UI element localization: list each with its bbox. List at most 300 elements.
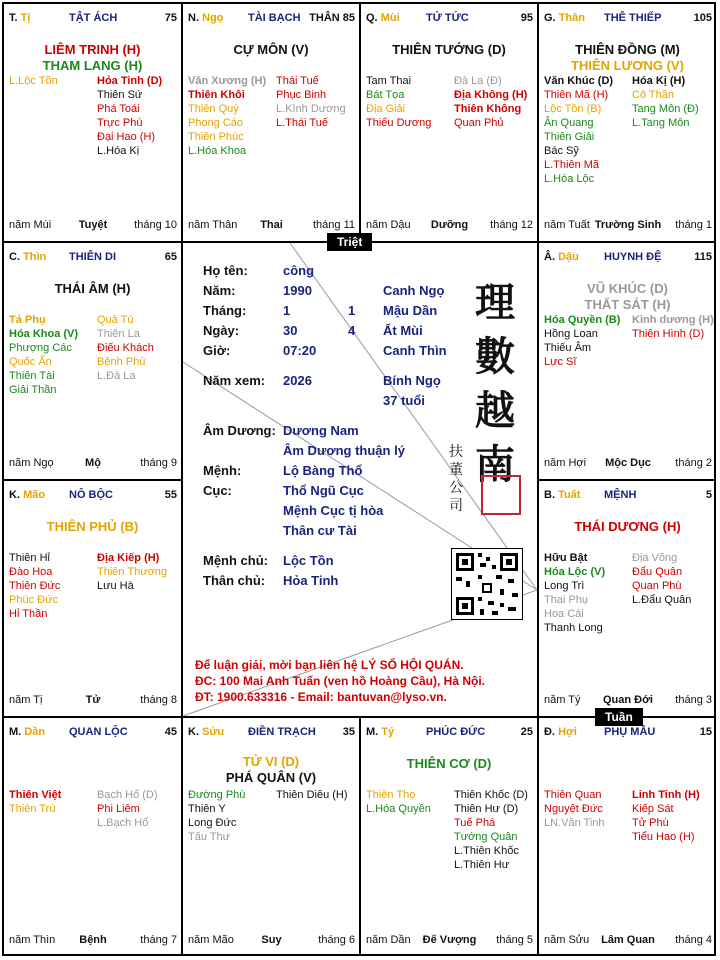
month-label: tháng 6 xyxy=(318,934,355,946)
minor-star: Thiên Giải xyxy=(544,131,595,143)
minor-star: Bát Tọa xyxy=(366,89,405,101)
day-canchi: Ất Mùi xyxy=(383,323,423,338)
minor-star: Lộc Tồn (B) xyxy=(544,103,602,115)
palace-position xyxy=(188,726,224,738)
year-label: năm Tị xyxy=(9,694,43,706)
stem: Đ. xyxy=(544,726,555,738)
life-stage: Đế Vượng xyxy=(422,934,477,946)
year-label: năm Dần xyxy=(366,934,411,946)
palace-footer xyxy=(188,934,355,948)
palace-position xyxy=(9,489,45,501)
palace-name: HUYNH ĐỆ xyxy=(604,251,662,263)
star-column-left xyxy=(544,788,605,830)
stem: K. xyxy=(188,726,199,738)
minor-star: Thiên Khốc (D) xyxy=(454,789,528,801)
palace-footer xyxy=(544,934,712,948)
palace-name: MỆNH xyxy=(604,489,637,501)
star-column-left xyxy=(366,74,431,130)
minor-star: Lực Sĩ xyxy=(544,356,577,368)
star-column-right xyxy=(97,313,154,383)
minor-star: Đường Phù xyxy=(188,789,246,801)
life-stage: Lâm Quan xyxy=(601,934,655,946)
minor-star: Tướng Quân xyxy=(454,831,518,843)
year-label: Năm: xyxy=(203,283,236,298)
star-column-right xyxy=(632,74,699,130)
minor-star: Hỏa Tinh (D) xyxy=(97,75,163,87)
life-stage: Tử xyxy=(85,694,101,706)
minor-star: Kiếp Sát xyxy=(632,803,674,815)
minor-star: Long Đức xyxy=(188,817,237,829)
palace-cell-thin[interactable] xyxy=(4,243,181,479)
calligraphy-char: 南 xyxy=(475,441,515,488)
minor-star: Thanh Long xyxy=(544,622,603,634)
minor-star: Hóa Kị (H) xyxy=(632,75,686,87)
minor-star: L.Đẩu Quân xyxy=(632,594,692,606)
month-label: tháng 5 xyxy=(496,934,533,946)
minor-star: Thiên Thương xyxy=(97,566,168,578)
year-label: năm Ngọ xyxy=(9,457,54,469)
main-star: THAM LANG (H) xyxy=(42,58,143,73)
stem: Â. xyxy=(544,251,555,263)
month-lunar: 1 xyxy=(348,303,356,318)
palace-header xyxy=(366,726,533,742)
palace-position xyxy=(366,726,394,738)
branch: Tuất xyxy=(558,489,581,501)
palace-footer xyxy=(544,694,712,708)
minor-star: Cô Thần xyxy=(632,89,674,101)
palace-cell-ty[interactable] xyxy=(4,4,181,241)
star-column-left xyxy=(9,788,61,816)
stem: C. xyxy=(9,251,20,263)
minor-star: Phượng Các xyxy=(9,342,72,354)
palace-name: TÀI BẠCH xyxy=(248,12,301,24)
minor-star: Thiên Sứ xyxy=(97,89,143,101)
palace-cell-than[interactable] xyxy=(539,4,716,241)
side-script: 扶董公司 xyxy=(449,444,463,514)
main-star: THIÊN CƠ (D) xyxy=(406,756,492,771)
star-column-right xyxy=(454,74,527,130)
minor-star: L.Kình Dương xyxy=(276,103,346,115)
stem: M. xyxy=(366,726,379,738)
branch: Hợi xyxy=(558,726,577,738)
day-lunar: 4 xyxy=(348,323,356,338)
palace-cell-mui[interactable] xyxy=(361,4,537,241)
month-label: tháng 3 xyxy=(675,694,712,706)
star-column-left xyxy=(188,74,266,158)
name-value: công xyxy=(283,263,315,278)
palace-number: THÂN 85 xyxy=(309,12,355,24)
palace-name: THIÊN DI xyxy=(69,251,117,263)
tuan-tag: Tuần xyxy=(595,708,643,726)
minor-star: Hỉ Thần xyxy=(9,608,48,620)
center-info-panel xyxy=(183,243,537,717)
main-star: THIÊN ĐỒNG (M) xyxy=(575,42,680,57)
palace-cell-mao[interactable] xyxy=(4,481,181,716)
thanchu-label: Thân chủ: xyxy=(203,573,266,588)
palace-name: ĐIỀN TRẠCH xyxy=(248,726,316,738)
palace-footer xyxy=(544,457,712,471)
minor-star: Quan Phù xyxy=(632,580,682,592)
palace-position xyxy=(544,251,579,263)
branch: Mùi xyxy=(380,12,400,24)
star-column-right xyxy=(276,788,348,802)
minor-star: L.Bạch Hổ xyxy=(97,817,149,829)
stem: T. xyxy=(9,12,18,24)
calligraphy-char: 數 xyxy=(475,333,515,380)
amduong-label: Âm Dương: xyxy=(203,423,276,438)
minor-star: Trực Phù xyxy=(97,117,143,129)
minor-star: L.Thái Tuế xyxy=(276,117,328,129)
palace-header xyxy=(9,12,177,28)
palace-header xyxy=(9,251,177,267)
palace-number: 25 xyxy=(520,726,533,738)
star-column-right xyxy=(632,551,691,607)
life-stage: Thai xyxy=(260,219,283,231)
minor-star: Địa Võng xyxy=(632,552,678,564)
minor-star: Hồng Loan xyxy=(544,328,598,340)
star-column-left xyxy=(188,788,245,844)
cuc-label: Cục: xyxy=(203,483,232,498)
calligraphy-char: 越 xyxy=(475,387,515,434)
minor-star: Phục Binh xyxy=(276,89,327,101)
palace-cell-dan[interactable] xyxy=(4,718,181,956)
menhchu-value: Lộc Tồn xyxy=(283,553,334,568)
minor-star: Thiên Đức xyxy=(9,580,61,592)
palace-position xyxy=(188,12,223,24)
palace-number: 35 xyxy=(342,726,355,738)
minor-star: Điếu Khách xyxy=(97,342,154,354)
minor-star: Bệnh Phù xyxy=(97,356,146,368)
minor-star: Ân Quang xyxy=(544,117,594,129)
minor-star: Bạch Hổ (D) xyxy=(97,789,158,801)
contact-phone-email: ĐT: 1900.633316 - Email: bantuvan@lyso.vn. xyxy=(195,690,447,704)
stem: G. xyxy=(544,12,556,24)
year-value: 1990 xyxy=(283,283,312,298)
triet-tag: Triệt xyxy=(327,233,372,251)
minor-star: Hóa Quyền (B) xyxy=(544,314,621,326)
age: 37 tuổi xyxy=(383,393,425,408)
star-column-right xyxy=(97,551,167,593)
minor-star: Tang Môn (Đ) xyxy=(632,103,699,115)
minor-star: Nguyệt Đức xyxy=(544,803,603,815)
month-label: tháng 2 xyxy=(675,457,712,469)
minor-star: Tử Phù xyxy=(632,817,669,829)
minor-star: Tiểu Hao (H) xyxy=(632,831,695,843)
view-year-canchi: Bính Ngọ xyxy=(383,373,441,388)
amduong-note: Âm Dương thuận lý xyxy=(283,443,405,458)
palace-header xyxy=(544,12,712,28)
main-star: PHÁ QUÂN (V) xyxy=(225,770,317,785)
cuc-note-1: Mệnh Cục tị hòa xyxy=(283,503,384,518)
menh-label: Mệnh: xyxy=(203,463,242,478)
minor-star: Địa Giải xyxy=(366,103,406,115)
palace-position xyxy=(9,12,30,24)
thanchu-value: Hỏa Tinh xyxy=(283,573,339,588)
month-label: Tháng: xyxy=(203,303,247,318)
palace-name: TỬ TỨC xyxy=(426,12,469,24)
life-stage: Tuyệt xyxy=(78,219,108,231)
palace-number: 45 xyxy=(164,726,177,738)
main-star: THIÊN TƯỚNG (D) xyxy=(392,42,506,57)
palace-position xyxy=(9,726,45,738)
year-label: năm Hợi xyxy=(544,457,587,469)
palace-position xyxy=(544,726,577,738)
branch: Sửu xyxy=(202,726,225,738)
minor-star: Kình dương (H) xyxy=(632,314,714,326)
minor-star: Quan Phủ xyxy=(454,117,504,129)
year-label: năm Mùi xyxy=(9,219,52,231)
star-column-right xyxy=(632,788,700,844)
year-canchi: Canh Ngọ xyxy=(383,283,445,298)
minor-star: Đà La (Đ) xyxy=(454,75,502,87)
minor-star: L.Đà La xyxy=(97,370,136,382)
star-column-left xyxy=(544,74,613,186)
palace-footer xyxy=(9,934,177,948)
palace-name: TẬT ÁCH xyxy=(69,12,118,24)
minor-star: L.Tang Môn xyxy=(632,117,690,129)
main-star: LIÊM TRINH (H) xyxy=(44,42,141,57)
minor-star: LN.Văn Tinh xyxy=(544,817,605,829)
main-star: THIÊN LƯƠNG (V) xyxy=(571,58,684,73)
branch: Dậu xyxy=(558,251,579,263)
minor-star: Địa Kiếp (H) xyxy=(97,552,160,564)
year-label: năm Sửu xyxy=(544,934,590,946)
menh-value: Lộ Bàng Thổ xyxy=(283,463,363,478)
minor-star: L.Hóa Quyền xyxy=(366,803,431,815)
minor-star: Thiên Trù xyxy=(9,803,56,815)
minor-star: Long Trì xyxy=(544,580,585,592)
branch: Dần xyxy=(24,726,46,738)
star-column-left xyxy=(544,313,620,369)
palace-cell-dau[interactable] xyxy=(539,243,716,479)
minor-star: Văn Xương (H) xyxy=(188,75,267,87)
cuc-value: Thổ Ngũ Cục xyxy=(283,483,364,498)
minor-star: Thiên Phúc xyxy=(188,131,244,143)
palace-number: 105 xyxy=(693,12,712,24)
palace-header xyxy=(9,726,177,742)
stem: K. xyxy=(9,489,20,501)
month-label: tháng 1 xyxy=(675,219,712,231)
palace-footer xyxy=(366,934,533,948)
minor-star: L.Thiên Hư xyxy=(454,859,510,871)
main-star: VŨ KHÚC (D) xyxy=(587,281,668,296)
palace-number: 95 xyxy=(520,12,533,24)
minor-star: Thiếu Âm xyxy=(544,342,592,354)
star-column-left xyxy=(9,313,78,397)
minor-star: L.Thiên Mã xyxy=(544,159,600,171)
view-year-label: Năm xem: xyxy=(203,373,266,388)
amduong-value: Dương Nam xyxy=(283,423,359,438)
minor-star: Thiên Hư (D) xyxy=(454,803,519,815)
palace-name: PHỤ MẪU xyxy=(604,726,656,738)
minor-star: Thiên Hình (D) xyxy=(632,328,705,340)
month-label: tháng 7 xyxy=(140,934,177,946)
minor-star: Hữu Bật xyxy=(544,552,588,564)
palace-position xyxy=(544,12,585,24)
month-label: tháng 12 xyxy=(490,219,533,231)
palace-footer xyxy=(9,694,177,708)
branch: Tị xyxy=(20,12,31,24)
minor-star: Thiên Khôi xyxy=(188,89,245,101)
contact-line: Để luận giải, mời bạn liên hệ LÝ SỐ HỘI QUÁN. xyxy=(195,658,464,672)
minor-star: Tấu Thư xyxy=(188,831,231,843)
hour-value: 07:20 xyxy=(283,343,317,358)
minor-star: Hóa Lộc (V) xyxy=(544,566,606,578)
minor-star: Thiên La xyxy=(97,328,140,340)
minor-star: Lưu Hà xyxy=(97,580,134,592)
life-stage: Mộc Dục xyxy=(605,457,651,469)
star-column-right xyxy=(454,788,528,872)
menhchu-label: Mệnh chủ: xyxy=(203,553,268,568)
month-label: tháng 8 xyxy=(140,694,177,706)
minor-star: Thiên Diêu (H) xyxy=(276,789,348,801)
branch: Ngọ xyxy=(202,12,224,24)
minor-star: Phúc Đức xyxy=(9,594,58,606)
palace-name: THÊ THIẾP xyxy=(604,12,662,24)
star-column-right xyxy=(97,788,158,830)
main-star: CỰ MÔN (V) xyxy=(233,42,309,57)
year-label: năm Tuất xyxy=(544,219,590,231)
life-stage: Trường Sinh xyxy=(594,219,662,231)
year-label: năm Thìn xyxy=(9,934,56,946)
year-label: năm Dậu xyxy=(366,219,411,231)
minor-star: Thiên Tài xyxy=(9,370,55,382)
minor-star: Thiên Việt xyxy=(9,789,62,801)
minor-star: Thiên Thọ xyxy=(366,789,416,801)
branch: Tý xyxy=(381,726,395,738)
palace-header xyxy=(188,12,355,28)
palace-cell-hoi[interactable] xyxy=(539,718,716,956)
year-label: năm Mão xyxy=(188,934,234,946)
hour-canchi: Canh Thìn xyxy=(383,343,447,358)
palace-header xyxy=(544,251,712,267)
minor-star: Đại Hao (H) xyxy=(97,131,156,143)
palace-number: 55 xyxy=(164,489,177,501)
palace-footer xyxy=(188,219,355,233)
minor-star: Phá Toái xyxy=(97,103,140,115)
life-stage: Suy xyxy=(261,934,282,946)
palace-position xyxy=(366,12,400,24)
minor-star: Thiên Quan xyxy=(544,789,602,801)
minor-star: Thiên Y xyxy=(188,803,226,815)
minor-star: L.Hóa Kị xyxy=(97,145,140,157)
minor-star: Tuế Phá xyxy=(454,817,496,829)
stem: M. xyxy=(9,726,22,738)
palace-footer xyxy=(9,457,177,471)
branch: Thìn xyxy=(23,251,47,263)
hour-label: Giờ: xyxy=(203,343,231,358)
life-stage: Quan Đới xyxy=(603,694,653,706)
minor-star: Thiên Quý xyxy=(188,103,239,115)
qr-code[interactable] xyxy=(451,548,523,620)
month-label: tháng 11 xyxy=(312,219,355,231)
palace-position xyxy=(9,251,46,263)
main-star: THIÊN PHỦ (B) xyxy=(46,519,139,534)
palace-header xyxy=(366,12,533,28)
contact-address: ĐC: 100 Mai Anh Tuấn (ven hồ Hoàng Cầu), Hà Nội. xyxy=(195,674,486,688)
minor-star: Tam Thai xyxy=(366,75,412,87)
main-star: TỬ VI (D) xyxy=(242,754,300,769)
branch: Mão xyxy=(23,489,46,501)
minor-star: Thái Tuế xyxy=(276,75,319,87)
minor-star: Phong Cáo xyxy=(188,117,244,129)
palace-footer xyxy=(366,219,533,233)
minor-star: Bác Sỹ xyxy=(544,145,579,157)
minor-star: Văn Khúc (D) xyxy=(544,75,614,87)
minor-star: Thai Phụ xyxy=(544,594,589,606)
life-stage: Dưỡng xyxy=(430,219,469,231)
minor-star: Thiên Mã (H) xyxy=(544,89,609,101)
life-stage: Bệnh xyxy=(79,934,107,946)
branch: Thân xyxy=(558,12,585,24)
minor-star: Đào Hoa xyxy=(9,566,53,578)
palace-name: PHÚC ĐỨC xyxy=(426,726,486,738)
view-year-value: 2026 xyxy=(283,373,312,388)
star-column-left xyxy=(9,74,58,88)
palace-header xyxy=(544,489,712,505)
minor-star: L.Lộc Tồn xyxy=(9,75,58,87)
palace-cell-tuat[interactable] xyxy=(539,481,716,716)
month-value: 1 xyxy=(283,303,291,318)
minor-star: Phi Liêm xyxy=(97,803,140,815)
star-column-left xyxy=(366,788,431,816)
stem: B. xyxy=(544,489,555,501)
life-stage: Mộ xyxy=(85,457,101,469)
day-value: 30 xyxy=(283,323,298,338)
year-label: năm Tý xyxy=(544,694,581,706)
star-column-left xyxy=(544,551,605,635)
name-label: Họ tên: xyxy=(203,263,248,278)
palace-number: 65 xyxy=(164,251,177,263)
palace-number: 15 xyxy=(699,726,712,738)
palace-name: NÔ BỘC xyxy=(69,489,113,501)
palace-name: QUAN LỘC xyxy=(69,726,128,738)
minor-star: Quốc Ấn xyxy=(9,356,52,368)
palace-header xyxy=(544,726,712,742)
star-column-right xyxy=(97,74,162,158)
star-column-left xyxy=(9,551,60,621)
month-label: tháng 10 xyxy=(134,219,177,231)
minor-star: Giải Thần xyxy=(9,384,57,396)
palace-cell-suu[interactable] xyxy=(183,718,359,956)
minor-star: L.Hóa Khoa xyxy=(188,145,247,157)
palace-number: 75 xyxy=(164,12,177,24)
calligraphy-char: 理 xyxy=(475,279,515,326)
main-star: THÁI ÂM (H) xyxy=(54,281,131,296)
palace-cell-ti[interactable] xyxy=(361,718,537,956)
red-seal xyxy=(481,475,521,515)
minor-star: Linh Tinh (H) xyxy=(632,789,700,801)
minor-star: Địa Không (H) xyxy=(454,89,528,101)
minor-star: Hoa Cái xyxy=(544,608,584,620)
palace-cell-ngo[interactable] xyxy=(183,4,359,241)
minor-star: Thiếu Dương xyxy=(366,117,432,129)
palace-footer xyxy=(544,219,712,233)
cuc-note-2: Thân cư Tài xyxy=(283,523,357,538)
month-canchi: Mậu Dần xyxy=(383,303,438,318)
star-column-right xyxy=(632,313,714,341)
month-label: tháng 9 xyxy=(140,457,177,469)
palace-position xyxy=(544,489,580,501)
main-star: THÁI DƯƠNG (H) xyxy=(574,519,681,534)
star-column-right xyxy=(276,74,346,130)
stem: N. xyxy=(188,12,199,24)
day-label: Ngày: xyxy=(203,323,240,338)
year-label: năm Thân xyxy=(188,219,238,231)
palace-number: 115 xyxy=(694,251,712,263)
minor-star: Thiên Hỉ xyxy=(9,552,50,564)
minor-star: L.Hóa Lộc xyxy=(544,173,595,185)
